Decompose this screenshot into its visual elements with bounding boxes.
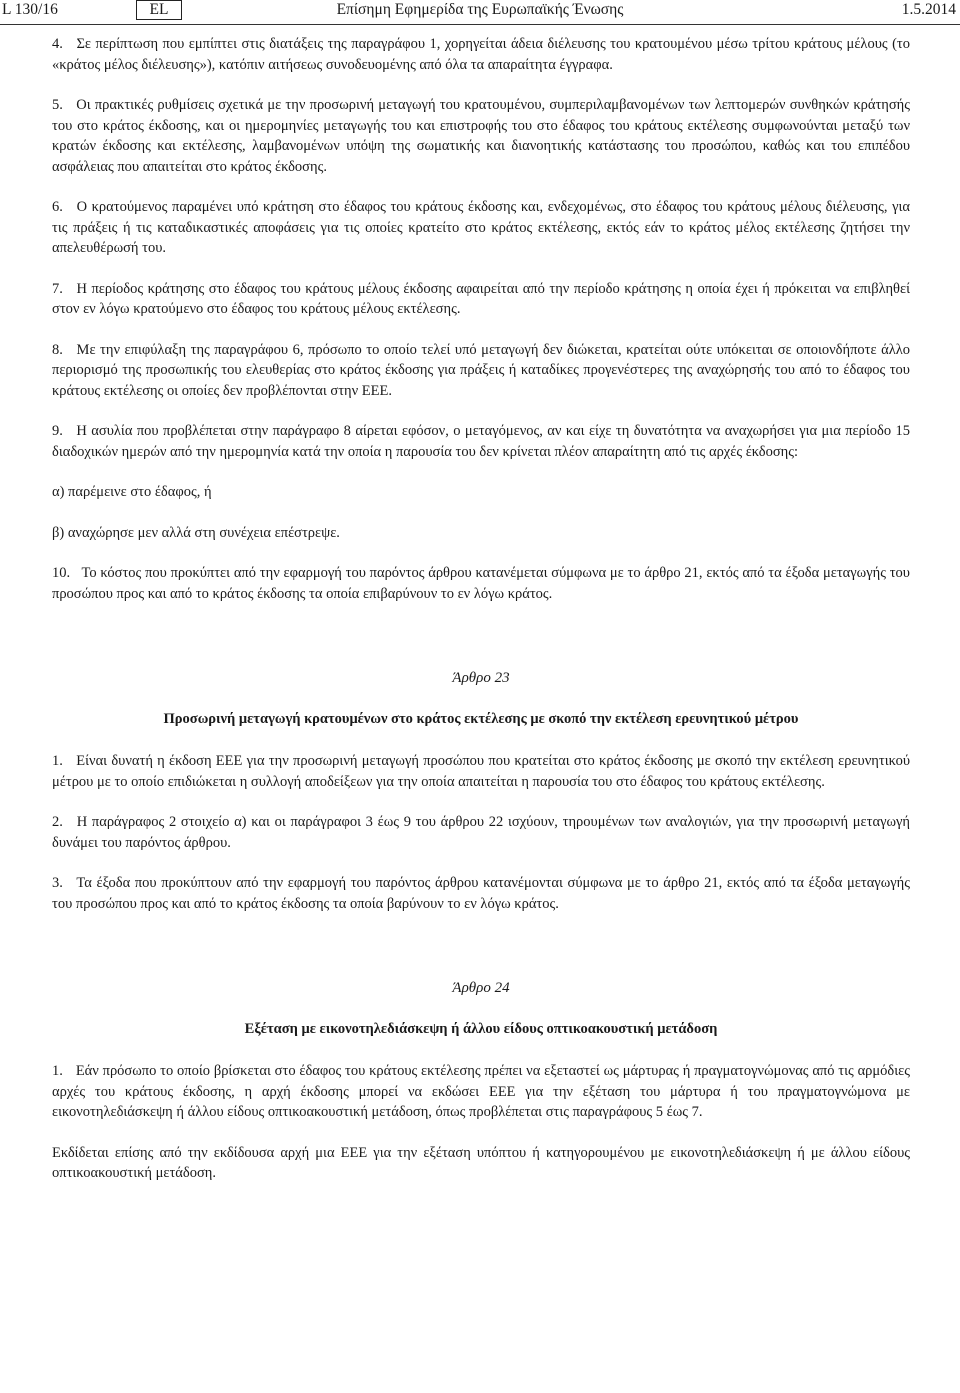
- list-item-b: β) αναχώρησε μεν αλλά στη συνέχεια επέστρεψε.: [52, 524, 340, 541]
- article-23-paragraph-1: [52, 751, 910, 792]
- article-24-paragraph-1: [52, 1061, 910, 1123]
- list-item-a: α) παρέμεινε στο έδαφος, ή: [52, 484, 212, 500]
- paragraph-text: Εάν πρόσωπο το οποίο βρίσκεται στο έδαφος του κράτους εκτέλεσης πρέπει να εξεταστεί ως μάρτυρας ή πραγματογνώμονας από τις αρμόδιες αρχές του κράτους έκδοσης, η αρχή έκδοσης μπορεί να εκδώσει ΕΕΕ για την εξέταση του μάρτυρα ή του πραγματογνώμονα με εικονοτηλεδιάσκεψη ή άλλου είδους οπτικοακουστική μετάδοση, όπως προβλέπεται στις παραγράφους 5 έως 7.: [52, 1063, 911, 1120]
- paragraph-text: Το κόστος που προκύπτει από την εφαρμογή του παρόντος άρθρου κατανέμεται σύμφωνα με το άρθρο 21, εκτός από τα έξοδα μεταγωγής του προσώπου προς και από το κράτος έκδοσης τα οποία επιβαρύνουν το εν λόγω κράτος.: [52, 565, 910, 602]
- article-23-heading: Προσωρινή μεταγωγή κρατουμένων στο κράτος εκτέλεσης με σκοπό την εκτέλεση ερευνητικού μέτρου: [163, 710, 799, 727]
- paragraph-text: Η περίοδος κράτησης στο έδαφος του κράτους μέλους έκδοσης αφαιρείται από την περίοδο κράτησης η οποία έχει ή πρόκειται να επιβληθεί στον εν λόγω κρατούμενο στο έδαφος του κράτους μέλους εκτέλεσης.: [52, 280, 910, 317]
- publication-date: 1.5.2014: [901, 1, 956, 18]
- paragraph-7: [52, 279, 910, 320]
- paragraph-4: [52, 34, 910, 75]
- paragraph-6: [52, 197, 910, 259]
- paragraph-text: Είναι δυνατή η έκδοση ΕΕΕ για την προσωρινή μεταγωγή προσώπου που κρατείται στο κράτος έκδοσης με σκοπό την εκτέλεση ερευνητικού μέτρου με το οποίο επιδιώκεται η συλλογή αποδείξεων για την οποία απαιτείται η παρουσία του στο έδαφος του κράτους εκτέλεσης.: [52, 753, 911, 790]
- article-23-title: Άρθρο 23: [452, 670, 510, 686]
- page-reference: L 130/16: [2, 1, 58, 18]
- paragraph-10: [52, 563, 910, 604]
- paragraph-text: Τα έξοδα που προκύπτουν από την εφαρμογή του παρόντος άρθρου κατανέμονται σύμφωνα με το άρθρο 21, εκτός από τα έξοδα μεταγωγής του προσώπου προς και από το κράτος έκδοσης τα οποία βαρύνουν το εν λόγω κράτος.: [52, 875, 910, 912]
- paragraph-number: 3.: [52, 875, 63, 891]
- paragraph-9: [52, 421, 910, 462]
- paragraph-number: 9.: [52, 423, 63, 439]
- paragraph-number: 2.: [52, 814, 63, 830]
- article-23-paragraph-3: [52, 873, 910, 914]
- paragraph-text: Η παράγραφος 2 στοιχείο α) και οι παράγραφοι 3 έως 9 του άρθρου 22 ισχύουν, τηρουμένων των αναλογιών, για την προσωρινή μεταγωγή δυνάμει του παρόντος άρθρου.: [52, 814, 911, 851]
- language-badge: EL: [136, 0, 182, 20]
- paragraph-8: [52, 340, 910, 402]
- paragraph-text: Με την επιφύλαξη της παραγράφου 6, πρόσωπο το οποίο τελεί υπό μεταγωγή δεν διώκεται, κρατείται ούτε υπόκειται σε οποιονδήποτε άλλο περιορισμό της προσωπικής του ελευθερίας στο κράτος έκδοσης για πράξεις ή καταδίκες προγενέστερες της αναχώρησής του από το έδαφος του κράτους εκτέλεσης οι οποίες δεν προβλέπονται στην ΕΕΕ.: [52, 341, 911, 399]
- paragraph-number: 4.: [52, 36, 63, 52]
- paragraph-text: Σε περίπτωση που εμπίπτει στις διατάξεις της παραγράφου 1, χορηγείται άδεια διέλευσης του κρατουμένου μέσω τρίτου κράτους μέλους (το «κράτος μέλος διέλευσης»), κατόπιν αιτήσεως συνοδευομένης από όλα τα απαραίτητα έγγραφα.: [52, 36, 910, 73]
- paragraph-number: 1.: [52, 753, 63, 769]
- page-header: [0, 0, 960, 25]
- article-24-heading: Εξέταση με εικονοτηλεδιάσκεψη ή άλλου είδους οπτικοακουστική μετάδοση: [244, 1020, 718, 1037]
- article-24-paragraph-extra: Εκδίδεται επίσης από την εκδίδουσα αρχή μια ΕΕΕ για την εξέταση υπόπτου ή κατηγορουμένου με εικονοτηλεδιάσκεψη ή με άλλου είδους οπτικοακουστική μετάδοση.: [52, 1144, 910, 1181]
- paragraph-text: Η ασυλία που προβλέπεται στην παράγραφο 8 αίρεται εφόσον, ο μεταγόμενος, αν και είχε τη δυνατότητα να αναχωρήσει για μια περίοδο 15 διαδοχικών ημερών από την ημερομηνία κατά την οποία η παρουσία του δεν κρίνεται πλέον απαραίτητη από τις αρχές έκδοσης:: [52, 423, 911, 460]
- paragraph-number: 6.: [52, 199, 63, 215]
- paragraph-number: 10.: [52, 565, 71, 581]
- paragraph-5: [52, 95, 910, 177]
- paragraph-text: Ο κρατούμενος παραμένει υπό κράτηση στο έδαφος του κράτους έκδοσης και, ενδεχομένως, στο έδαφος του κράτους μέλους διέλευσης, για τις πράξεις ή τις καταδικαστικές αποφάσεις για τις οποίες κρατείτο στο κράτος εκτέλεσης, εκτός εάν το κράτος μέλος εκτέλεσης ζητήσει την απελευθέρωσή του.: [52, 199, 910, 256]
- paragraph-number: 5.: [52, 97, 63, 113]
- paragraph-number: 7.: [52, 280, 63, 297]
- paragraph-number: 8.: [52, 341, 63, 358]
- article-24-title: Άρθρο 24: [452, 980, 510, 996]
- article-23-paragraph-2: [52, 812, 910, 853]
- document-body: [52, 34, 910, 1204]
- paragraph-text: Οι πρακτικές ρυθμίσεις σχετικά με την προσωρινή μεταγωγή του κρατουμένου, συμπεριλαμβανομένων των λεπτομερών συνθηκών κράτησής του στο κράτος έκδοσης, και οι ημερομηνίες μεταγωγής του και επιστροφής του στο έδαφος του κράτους εκτέλεσης συμφωνούνται μεταξύ των κρατών έκδοσης και εκτέλεσης, λαμβανομένων υπόψη της σωματικής και διανοητικής κατάστασης του προσώπου, καθώς και του επιπέδου ασφάλειας που απαιτείται στο κράτος έκδοσης.: [52, 97, 911, 175]
- paragraph-number: 1.: [52, 1063, 63, 1079]
- journal-title: Επίσημη Εφημερίδα της Ευρωπαϊκής Ένωσης: [336, 1, 624, 18]
